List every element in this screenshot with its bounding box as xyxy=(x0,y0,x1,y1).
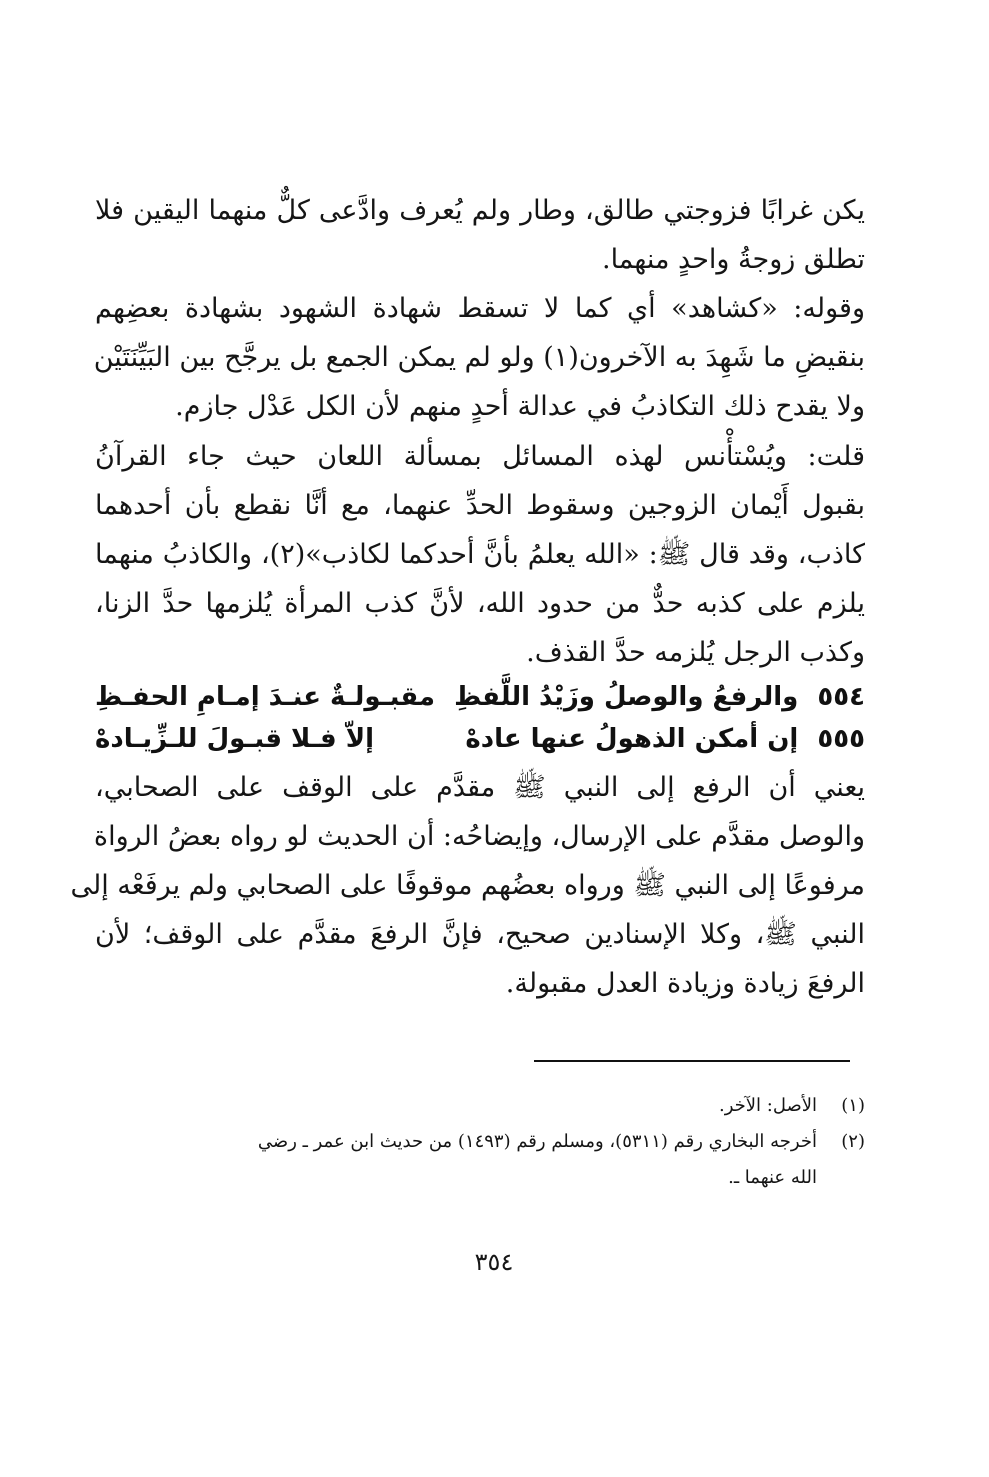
footnote-text xyxy=(95,1088,817,1124)
verse-second-hemistich: إلاّ فـلا قبـولَ للـزِّيـادهْ xyxy=(95,724,375,754)
paragraph-4 xyxy=(70,763,865,1008)
text-line: كاذب، وقد قال ﷺ: «الله يعلمُ بأنَّ أحدكما لكاذب»(٢)، والكاذبُ منهما xyxy=(95,539,865,570)
verse-555 xyxy=(95,718,865,760)
text-line: قلت: ويُسْتأْنس لهذه المسائل بمسألة اللعان حيث جاء القرآنُ xyxy=(95,441,865,472)
text-line: بقبول أَيْمان الزوجين وسقوط الحدِّ عنهما، مع أنَّا نقطع بأن أحدهما xyxy=(95,490,865,521)
text-line: بنقيضِ ما شَهِدَ به الآخرون(١) ولو لم يمكن الجمع بل يرجَّح بين البَيِّنَتَيْن xyxy=(93,342,865,373)
text-line: يكن غرابًا فزوجتي طالق، وطار ولم يُعرف وادَّعى كلٌّ منهما اليقين فلا xyxy=(95,195,865,226)
verse-second-hemistich: مقبـولـةٌ عنـدَ إمـامِ الحفـظِ xyxy=(95,682,436,712)
footnotes xyxy=(95,1088,865,1196)
verse-554 xyxy=(95,676,865,718)
text-line: وقوله: «كشاهد» أي كما لا تسقط شهادة الشهود بشهادة بعضِهم xyxy=(95,293,865,324)
paragraph-3 xyxy=(95,432,865,677)
text-line: وكذب الرجل يُلزمه حدَّ القذف. xyxy=(526,637,865,668)
text-line: ولا يقدح ذلك التكاذبُ في عدالة أحدٍ منهم لأن الكل عَدْل جازم. xyxy=(175,391,865,422)
footnote-number: (٢) xyxy=(841,1131,865,1152)
footnote-1 xyxy=(95,1088,865,1124)
text-line: تطلق زوجةُ واحدٍ منهما. xyxy=(602,244,865,275)
verse-number: ٥٥٤ xyxy=(817,682,865,712)
text-line: يلزم على كذبه حدٌّ من حدود الله، لأنَّ كذب المرأة يُلزمها حدَّ الزنا، xyxy=(95,588,865,619)
text-line: يعني أن الرفع إلى النبي ﷺ مقدَّم على الوقف على الصحابي، xyxy=(95,772,865,803)
text-line: الرفعَ زيادة وزيادة العدل مقبولة. xyxy=(505,968,865,999)
verse-first-half xyxy=(454,676,865,718)
footnote-number: (١) xyxy=(841,1095,865,1116)
text-line: النبي ﷺ، وكلا الإسنادين صحيح، فإنَّ الرفعَ مقدَّم على الوقف؛ لأن xyxy=(95,919,865,950)
footnote-2 xyxy=(95,1124,865,1196)
verse-first-half xyxy=(465,718,865,760)
footnote-line: الأصل: الآخر. xyxy=(718,1095,817,1116)
text-line: والوصل مقدَّم على الإرسال، وإيضاحُه: أن الحديث لو رواه بعضُ الرواة xyxy=(93,821,865,852)
footnote-divider xyxy=(534,1060,850,1062)
footnote-line: أخرجه البخاري رقم (٥٣١١)، ومسلم رقم (١٤٩٣) من حديث ابن عمر ـ رضي xyxy=(257,1131,817,1152)
verse-first-hemistich: والرفعُ والوصلُ وزَيْدُ اللَّفظِ xyxy=(454,682,799,712)
paragraph-1 xyxy=(95,186,865,284)
footnote-text xyxy=(95,1124,817,1196)
verse-number: ٥٥٥ xyxy=(817,724,865,754)
page-number: ٣٥٤ xyxy=(474,1248,514,1276)
poem-verses xyxy=(95,676,865,760)
paragraph-2 xyxy=(95,284,865,431)
text-line: مرفوعًا إلى النبي ﷺ ورواه بعضُهم موقوفًا على الصحابي ولم يرفَعْه إلى xyxy=(70,870,865,901)
footnote-line: الله عنهما ـ. xyxy=(728,1167,817,1188)
verse-first-hemistich: إن أمكن الذهولُ عنها عادهْ xyxy=(465,724,799,754)
